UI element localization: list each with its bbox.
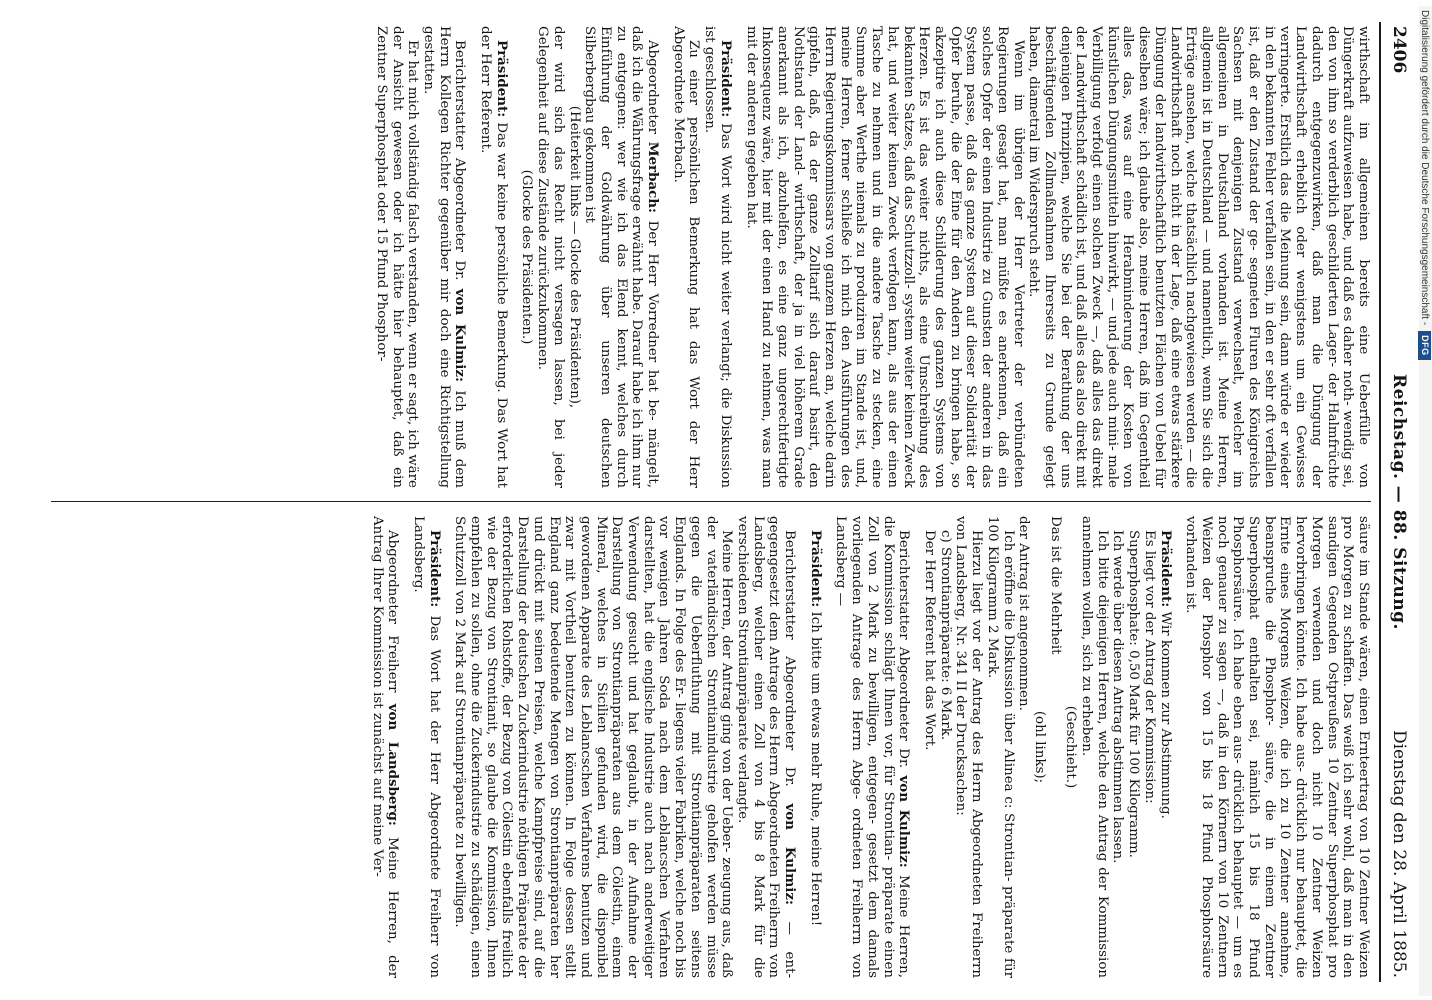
speaker-name: Merbach: [645, 141, 662, 213]
paragraph: Abgeordneter Merbach: Der Herr Vorredner hat be- mängelt, daß ich die Währungsfrage erwähnt habe. Darauf habe ich ihm nur zu entgegnen: wer wie ich das Elend kennt, welches durch Einführung der Goldwährung über unseren deutschen Silberbergbau gekommen ist [582, 26, 662, 488]
paragraph: Ich werde über diesen Antrag abstimmen lassen. [1110, 530, 1126, 864]
paragraph: der Antrag ist angenommen. [1016, 516, 1032, 711]
right-column [51, 516, 1371, 978]
paragraph: (ohl links); [1031, 710, 1047, 784]
speaker-name: von Kulmiz: [896, 775, 913, 868]
session-date: Dienstag den 28. April 1885. [1389, 729, 1409, 978]
digitization-credit-strip [1419, 6, 1432, 996]
paragraph: (Geschieht.) [1063, 705, 1079, 789]
speaker-name: Präsident: [493, 40, 510, 118]
paragraph: Der Herr Referent hat das Wort. [922, 530, 938, 751]
paragraph: (Heiterkeit links — Glocke des Präsidenten), [566, 105, 582, 409]
credit-text-container [1418, 10, 1431, 1000]
paragraph: Wenn im übrigen der Herr Vertreter der verbündeten Regierungen gesagt hat, man müßte es anerkennen, daß ein solches Opfer der einen Industrie zu Gunsten der anderen in das System passe, daß das ganze System auf dieser Solidarität der Opfer beruhe, die der Eine für den Andern zu bringen habe, so akzeptire ich auch diese Schilderung des ganzen Systems von Herzen. Es ist das weiter nichts, als eine Umschreibung des bekannten Satzes, daß das Schutzzoll- system weiter keinen Zweck hat, und weiter keinen Zweck verfolgen kann, als aus der einen Tasche zu nehmen und in die andere Tasche zu stecken, eine Summe aber Werthe niemals zu produziren im Stande ist, und, meine Herren, ferner schließe ich mich den Ausführungen des Herrn Regierungskommissars von ganzem Herzen an, welche darin gipfeln, daß, da der ganze Zolltarif sich darauf basirt, den Nothstand der Land- wirthschaft, der ja in viel höherem Grade anerkannt als ich, abzuhelfen, es eine ganz ungerechtfertigte Inkonsequenz wäre, hier mit der einen Hand zu nehmen, was man mit der anderen gegeben hat. [743, 26, 1026, 488]
paragraph: Berichterstatter Abgeordneter Dr. von Kulmiz: Meine Herren, die Kommission schlägt Ihnen vor, für Strontian- präparate einen Zoll von 2 Mark zu bewilligen, entgegen- gesetzt dem damals vorliegenden Antrage des Herrn Abge- ordneten Freiherrn von Landsberg — [833, 516, 913, 978]
running-head: Reichstag. — 88. Sitzung. [1389, 374, 1409, 630]
paragraph: Präsident: Wir kommen zur Abstimmung. [1157, 530, 1174, 819]
dfg-logo: DFG [1418, 331, 1431, 360]
paragraph: Abgeordneter Freiherr von Landsberg: Meine Herren, der Antrag Ihrer Kommission ist zunächst auf meine Ver- [369, 516, 402, 978]
left-column [51, 26, 1371, 488]
paragraph: Ich eröffne die Diskussion über Alinea c: Strontian- präparate für 100 Kilogramm 2 Mark. [984, 516, 1016, 978]
digitization-credit: Digitalisierung gefördert durch die Deutsche Forschungsgemeinschaft - [1419, 10, 1430, 326]
speaker-name: Präsident: [426, 530, 443, 608]
paragraph: Präsident: Das Wort wird nicht weiter verlangt; die Diskussion ist geschlossen. [702, 26, 734, 488]
speaker-name: von Kulmiz: [782, 803, 799, 905]
paragraph: Zu einer persönlichen Bemerkung hat das Wort der Herr Abgeordnete Merbach. [670, 26, 702, 488]
paragraph: Meine Herren, der Antrag ging von der Ueber- zeugung aus, daß der vaterländischen Strontianindustrie geholfen werden müsse gegen die Ueberfluthung mit Strontianpräparaten seitens Englands. In Folge des Er- liegens vieler Fabriken, welche noch bis vor wenigen Jahren Soda nach dem Leblancschen Verfahren darstellten, hat die englische Industrie auch nach anderweitiger Verwendung gesucht und hat geglaubt, in der Aufnahme der Darstellung von Strontianpräparaten aus dem Cölestin, einem Mineral, welches in Sicilien gefunden wird, die disponibel gewordenen Apparate des Leblancschen Verfahrens benutzen und zwar mit Vortheil benutzen zu können. In Folge dessen stellt England ganz bedeutende Mengen von Strontianpräparaten her und drückt mit seinen Preisen, welche Kampfpreise sind, auf die Darstellung der deutschen Zuckerindustrie nöthigen Präparate der erforderlichen Rohstoffe, der Bezug von Cölestin ebenfalls freilich wie der Bezug von Strontianit, so glaube die Kommission, Ihnen empfehlen zu sollen, ohne die Zuckerindustrie zu schädigen, einen Schutzzoll von 2 Mark auf Strontianpräparate zu bewilligen. [452, 516, 735, 978]
paragraph: Präsident: Das war keine persönliche Bemerkung. Das Wort hat der Herr Referent. [478, 26, 510, 488]
paragraph: (Glocke des Präsidenten.) [519, 169, 535, 345]
speaker-name: Präsident: [807, 530, 824, 608]
paragraph: Ich bitte diejenigen Herren, welche den Antrag der Kommission annehmen wollen, sich zu erheben. [1079, 516, 1110, 978]
paragraph: wirthschaft im allgemeinen bereits eine Ueberfülle von Düngerkraft aufzuweisen habe, und daß es daher noth- wendig sei, den von ihm so verderblich geschilderten Lager- der Halmfrüchte dadurch entgegenzuwirken, daß man die Düngung der Landwirthschaft erheblich oder wenigstens um ein Gewisses verringerte. Erstlich das die Meinung sein, dann würde er wieder in den bekannten Fehler verfallen sein, in den er sehr oft verfallen ist, daß er den Zustand der ge- segneten Fluren des Königreichs Sachsen mit denjenigen Zustand verwechselt, welcher im allgemeinen in Deutschland vorhanden ist. Meine Herren, allgemein ist in Deutschland — und namentlich, wenn Sie sich die Erträge ansehen, welche thatsächlich nachgewiesen werden — die Landwirthschaft noch nicht in der Lage, daß eine etwas stärkere Düngung der landwirthschaftlich benutzten Flächen von Uebel für dieselben wäre; ich glaube also, meine Herren, daß im Gegentheil alles das, was auf eine Herabminderung der Kosten von künstlichen Düngungsmitteln hinwirkt, — und jede auch mini- male Verbilligung verfolgt einen solchen Zweck —, daß alles das direkt der Landwirthschaft schädlich ist, und daß alles das also direkt mit denjenigen Prinzipien, welche Sie bei der Berathung der uns beschäftigenden Zollmaßnahmen Ihrerseits zu Grunde gelegt haben, diametral im Widerspruch steht. [1026, 26, 1371, 488]
paragraph: Berichterstatter Abgeordneter Dr. von Kulmiz: — ent- gegengesetzt dem Antrage des Herrn Abgeordneten Freiherrn von Landsberg, welcher einen Zoll von 4 bis 8 Mark für die verschiedenen Strontianpräparate verlangte. [734, 516, 799, 978]
paragraph: Berichterstatter Abgeordneter Dr. von Kulmiz: Ich muß dem Herrn Kollegen Richter gegenüber mir doch eine Richtigstellung gestatten. [420, 26, 469, 488]
paragraph: Er hat mich vollständig falsch verstanden, wenn er sagt, ich wäre der Ansicht gewesen oder ich hätte hier behauptet, daß ein Zentner Superphosphat oder 15 Pfund Phosphor- [373, 26, 421, 488]
paragraph: Superphosphate: 0,50 Mark für 100 Kilogramm. [1126, 530, 1142, 858]
paragraph: Das ist die Mehrheit [1047, 516, 1063, 655]
column-divider [51, 501, 1371, 502]
page-header [1379, 22, 1415, 982]
paragraph: Präsident: Das Wort hat der Herr Abgeordnete Freiherr von Landsberg. [410, 516, 443, 978]
paragraph: c) Strontianpräparate: 6 Mark. [937, 530, 953, 741]
speaker-name: von Landsberg: [385, 703, 402, 826]
newspaper-page [45, 22, 1415, 982]
page-number: 2406 [1389, 26, 1409, 74]
paragraph: Hierzu liegt vor der Antrag des Herrn Abgeordneten Freiherrn von Landsberg, Nr. 341 II der Drucksachen: [953, 516, 985, 978]
speaker-name: von Kulmiz: [452, 288, 469, 382]
speaker-name: Präsident: [717, 40, 734, 118]
paragraph: der wird sich das Recht nicht versagen lassen, bei jeder Gelegenheit auf diese Zustände zurückzukommen. [535, 26, 566, 488]
paragraph: säure im Stande wären, einen Ernteertrag von 10 Zentner Weizen pro Morgen zu schaffen. Das weiß ich sehr wohl, daß man in den sandigen Gegenden Ostpreußens 10 Zentner Superphosphat pro Morgen verwenden und doch nicht 10 Zentner Weizen hervorbringen könnte. Ich habe aus- drücklich nur behauptet, die Ernte eines Morgens Weizen, die ich zu 10 Zentner annehme, beanspruche die Phosphor- säure, die in einem Zentner Superphosphat enthalten sei, nämlich 15 bis 18 Pfund Phosphorsäure. Ich habe eben aus- drücklich behauptet — um es noch genauer zu sagen —, daß in den Körnern von 10 Zentnern Weizen der Phosphor von 15 bis 18 Pfund Phosphorsäure vorhanden ist. [1183, 516, 1371, 978]
page-body [51, 22, 1371, 982]
paragraph: Präsident: Ich bitte um etwas mehr Ruhe, meine Herren! [807, 530, 824, 927]
paragraph: Es liegt vor der Antrag der Kommission: [1141, 530, 1157, 804]
speaker-name: Präsident: [1157, 530, 1174, 608]
